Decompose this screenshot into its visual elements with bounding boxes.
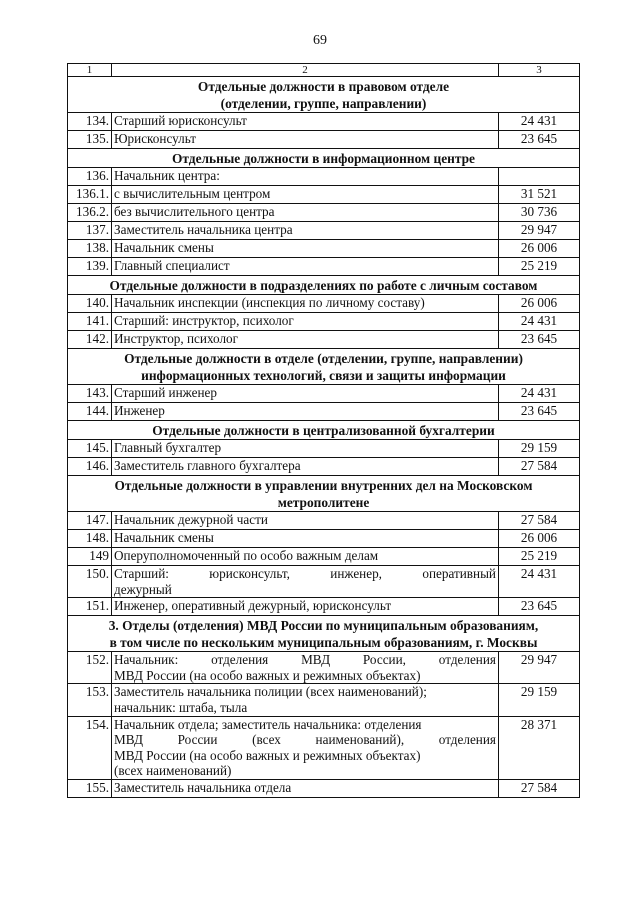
table-row xyxy=(68,168,580,186)
table-row xyxy=(68,512,580,530)
position-title-line: Старший инженер xyxy=(114,385,217,400)
position-title-line: Начальник отдела; заместитель начальника: отделения xyxy=(114,716,422,732)
salary-value: 26 006 xyxy=(499,530,580,548)
position-title xyxy=(112,258,499,276)
section-heading xyxy=(68,149,580,168)
table-body xyxy=(68,64,580,798)
table-row xyxy=(68,598,580,616)
position-title-line: Инженер xyxy=(114,403,165,418)
section-heading-row xyxy=(68,149,580,168)
position-title-line: Начальник: отделения МВД России, отделения xyxy=(114,652,496,668)
position-title-line: Заместитель начальника центра xyxy=(114,222,293,237)
salary-value: 29 159 xyxy=(499,440,580,458)
position-title-line: МВД России (на особо важных и режимных объектах) xyxy=(114,747,421,763)
table-row xyxy=(68,313,580,331)
salary-value: 26 006 xyxy=(499,240,580,258)
section-heading-line: Отдельные должности в подразделениях по работе с личным составом xyxy=(109,278,538,293)
page-number: 69 xyxy=(313,33,327,48)
position-title xyxy=(112,548,499,566)
position-title xyxy=(112,779,499,797)
table-row xyxy=(68,779,580,797)
section-heading-row xyxy=(68,349,580,385)
table-row xyxy=(68,548,580,566)
row-number: 136. xyxy=(68,168,112,186)
position-title-line: Оперуполномоченный по особо важным делам xyxy=(114,548,379,563)
row-number: 142. xyxy=(68,331,112,349)
salary-value: 27 584 xyxy=(499,512,580,530)
salary-value: 23 645 xyxy=(499,331,580,349)
table-row xyxy=(68,652,580,684)
position-title-line: дежурный xyxy=(114,581,172,597)
table-row xyxy=(68,222,580,240)
position-title-line: Начальник инспекции (инспекция по личному составу) xyxy=(114,295,425,310)
section-heading-row xyxy=(68,616,580,652)
section-heading-row xyxy=(68,476,580,512)
position-title-line: Главный специалист xyxy=(114,258,230,273)
row-number: 141. xyxy=(68,313,112,331)
position-title xyxy=(112,204,499,222)
column-header-row xyxy=(68,64,580,77)
salary-value: 23 645 xyxy=(499,403,580,421)
section-heading-line: Отдельные должности в отделе (отделении, группе, направлении) xyxy=(124,351,523,366)
table-row xyxy=(68,331,580,349)
table-row xyxy=(68,113,580,131)
salary-value: 24 431 xyxy=(499,113,580,131)
row-number: 150. xyxy=(68,566,112,598)
position-title xyxy=(112,440,499,458)
salary-value: 29 159 xyxy=(499,684,580,716)
position-title-line: Старший: инструктор, психолог xyxy=(114,313,294,328)
salary-value: 23 645 xyxy=(499,598,580,616)
row-number: 147. xyxy=(68,512,112,530)
position-title xyxy=(112,313,499,331)
table-row xyxy=(68,131,580,149)
section-heading-line: 3. Отделы (отделения) МВД России по муниципальным образованиям, xyxy=(108,618,539,634)
position-title xyxy=(112,295,499,313)
position-title xyxy=(112,566,499,598)
position-title-line: Начальник смены xyxy=(114,240,214,255)
salary-value: 27 584 xyxy=(499,458,580,476)
salary-value: 30 736 xyxy=(499,204,580,222)
position-title xyxy=(112,458,499,476)
position-title-line: МВД России (всех наименований), отделения xyxy=(114,732,496,748)
section-heading-line: информационных технологий, связи и защиты информации xyxy=(141,368,506,383)
salary-value: 25 219 xyxy=(499,548,580,566)
row-number: 151. xyxy=(68,598,112,616)
section-heading-row xyxy=(68,77,580,113)
row-number: 137. xyxy=(68,222,112,240)
section-heading xyxy=(68,421,580,440)
position-title xyxy=(112,385,499,403)
position-title xyxy=(112,222,499,240)
salary-value: 23 645 xyxy=(499,131,580,149)
position-title xyxy=(112,186,499,204)
section-heading-line: (отделении, группе, направлении) xyxy=(220,96,427,111)
salary-value xyxy=(499,168,580,186)
position-title-line: Старший юрисконсульт xyxy=(114,113,247,128)
position-title-line: Юрисконсульт xyxy=(114,131,196,146)
section-heading-line: Отдельные должности в правовом отделе xyxy=(197,79,450,94)
table-row xyxy=(68,385,580,403)
position-title-line: Начальник центра: xyxy=(114,168,220,183)
salary-value: 28 371 xyxy=(499,716,580,779)
table-row xyxy=(68,240,580,258)
table-row xyxy=(68,716,580,779)
position-title xyxy=(112,512,499,530)
position-title-line: Начальник дежурной части xyxy=(114,512,268,527)
section-heading-line: в том числе по нескольким муниципальным образованиям, г. Москвы xyxy=(109,635,538,651)
row-number: 143. xyxy=(68,385,112,403)
row-number: 138. xyxy=(68,240,112,258)
section-heading xyxy=(68,77,580,113)
position-title xyxy=(112,684,499,716)
salary-value: 24 431 xyxy=(499,566,580,598)
table-row xyxy=(68,258,580,276)
row-number: 139. xyxy=(68,258,112,276)
row-number: 154. xyxy=(68,716,112,779)
table-row xyxy=(68,440,580,458)
position-title-line: Заместитель начальника полиции (всех наименований); xyxy=(114,684,427,700)
position-title-line: с вычислительным центром xyxy=(114,186,271,201)
row-number: 145. xyxy=(68,440,112,458)
row-number: 136.2. xyxy=(68,204,112,222)
salary-value: 27 584 xyxy=(499,779,580,797)
section-heading-row xyxy=(68,276,580,295)
table-row xyxy=(68,684,580,716)
section-heading-row xyxy=(68,421,580,440)
section-heading xyxy=(68,476,580,512)
column-header-3: 3 xyxy=(499,64,580,77)
column-header-2: 2 xyxy=(112,64,499,77)
section-heading xyxy=(68,616,580,652)
row-number: 144. xyxy=(68,403,112,421)
table-row xyxy=(68,204,580,222)
position-title-line: Главный бухгалтер xyxy=(114,440,222,455)
position-title-line: Заместитель начальника отдела xyxy=(114,779,292,795)
column-header-1: 1 xyxy=(68,64,112,77)
row-number: 152. xyxy=(68,652,112,684)
table-row xyxy=(68,458,580,476)
section-heading-line: метрополитене xyxy=(277,495,370,510)
position-title-line: Инженер, оперативный дежурный, юрисконсульт xyxy=(114,598,392,614)
position-title-line: Заместитель главного бухгалтера xyxy=(114,458,301,473)
row-number: 153. xyxy=(68,684,112,716)
salary-value: 29 947 xyxy=(499,222,580,240)
salary-value: 31 521 xyxy=(499,186,580,204)
salary-value: 24 431 xyxy=(499,385,580,403)
row-number: 140. xyxy=(68,295,112,313)
position-title-line: МВД России (на особо важных и режимных объектах) xyxy=(114,667,421,683)
row-number: 135. xyxy=(68,131,112,149)
position-title-line: начальник: штаба, тыла xyxy=(114,699,248,715)
position-title-line: Начальник смены xyxy=(114,530,214,545)
row-number: 136.1. xyxy=(68,186,112,204)
row-number: 149 xyxy=(68,548,112,566)
table-row xyxy=(68,186,580,204)
position-title xyxy=(112,331,499,349)
position-title-line: Старший: юрисконсульт, инженер, оперативный xyxy=(114,566,496,581)
section-heading-line: Отдельные должности в централизованной бухгалтерии xyxy=(152,423,495,438)
position-title xyxy=(112,113,499,131)
salary-table xyxy=(67,63,580,798)
row-number: 155. xyxy=(68,779,112,797)
section-heading xyxy=(68,276,580,295)
salary-value: 24 431 xyxy=(499,313,580,331)
table-row xyxy=(68,530,580,548)
row-number: 134. xyxy=(68,113,112,131)
table-row xyxy=(68,403,580,421)
position-title-line: (всех наименований) xyxy=(114,763,232,779)
table-row xyxy=(68,295,580,313)
salary-value: 26 006 xyxy=(499,295,580,313)
position-title-line: Инструктор, психолог xyxy=(114,331,239,346)
section-heading-line: Отдельные должности в управлении внутренних дел на Московском xyxy=(114,478,533,493)
position-title xyxy=(112,131,499,149)
section-heading-line: Отдельные должности в информационном центре xyxy=(171,151,475,166)
position-title-line: без вычислительного центра xyxy=(114,204,275,219)
position-title xyxy=(112,652,499,684)
row-number: 148. xyxy=(68,530,112,548)
position-title xyxy=(112,530,499,548)
row-number: 146. xyxy=(68,458,112,476)
table-row xyxy=(68,566,580,598)
position-title xyxy=(112,403,499,421)
salary-value: 25 219 xyxy=(499,258,580,276)
position-title xyxy=(112,240,499,258)
section-heading xyxy=(68,349,580,385)
salary-value: 29 947 xyxy=(499,652,580,684)
position-title xyxy=(112,168,499,186)
position-title xyxy=(112,716,499,779)
position-title xyxy=(112,598,499,616)
